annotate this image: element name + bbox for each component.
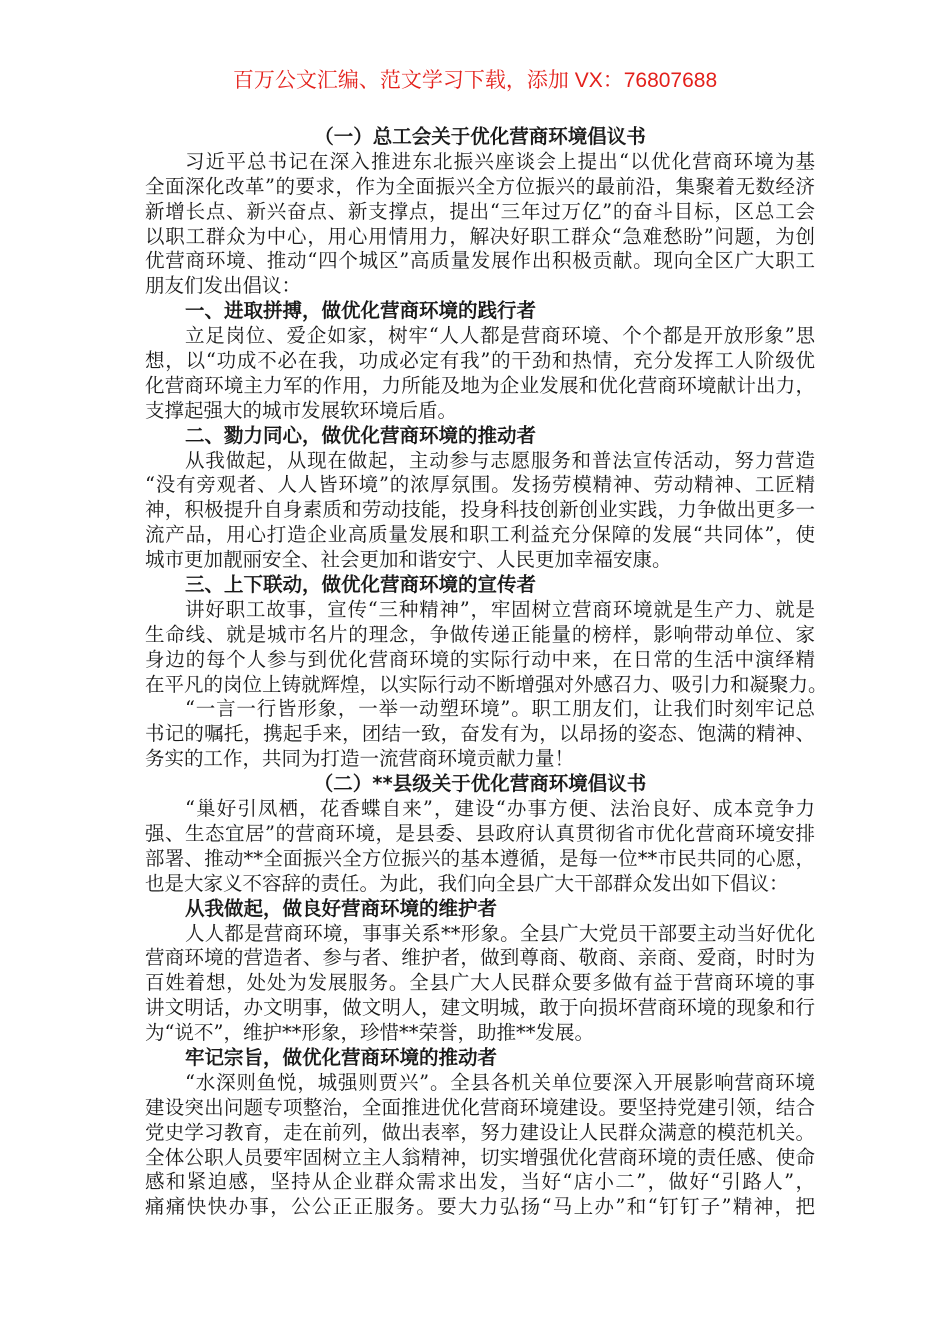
paragraph-line: 身边的每个人参与到优化营商环境的实际行动中来，在日常的生活中演绎精 xyxy=(145,647,815,671)
paragraph-line: 化营商环境主力军的作用，力所能及地为企业发展和优化营商环境献计出力， xyxy=(145,373,815,397)
paragraph-line: 痛痛快快办事，公公正正服务。要大力弘扬“马上办”和“钉钉子”精神，把 xyxy=(145,1195,815,1219)
paragraph-line: “巢好引凤栖，花香蝶自来”，建设“办事方便、法治良好、成本竞争力 xyxy=(185,797,815,821)
paragraph-line: 以职工群众为中心，用心用情用力，解决好职工群众“急难愁盼”问题，为创 xyxy=(145,224,815,248)
paragraph-line: 神，积极提升自身素质和劳动技能，投身科技创新创业实践，力争做出更多一 xyxy=(145,498,815,522)
paragraph-line: 百姓着想，处处为发展服务。全县广大人民群众要多做有益于营商环境的事 xyxy=(145,971,815,995)
paragraph-line: 流产品，用心打造企业高质量发展和职工利益充分保障的发展“共同体”，使 xyxy=(145,523,815,547)
paragraph-line: 部署、推动**全面振兴全方位振兴的基本遵循，是每一位**市民共同的心愿， xyxy=(145,846,815,870)
subheading: 三、上下联动，做优化营商环境的宣传者 xyxy=(185,573,537,597)
subheading: 一、进取拼搏，做优化营商环境的践行者 xyxy=(185,299,537,323)
paragraph-line: 支撑起强大的城市发展软环境后盾。 xyxy=(145,398,458,422)
section-title: （二）**县级关于优化营商环境倡议书 xyxy=(313,772,647,796)
subheading: 二、勠力同心，做优化营商环境的推动者 xyxy=(185,423,537,447)
paragraph-line: 建设突出问题专项整治，全面推进优化营商环境建设。要坚持党建引领，结合 xyxy=(145,1095,815,1119)
paragraph-line: 讲好职工故事，宣传“三种精神”，牢固树立营商环境就是生产力、就是 xyxy=(185,597,815,621)
paragraph-line: 全面深化改革”的要求，作为全面振兴全方位振兴的最前沿，集聚着无数经济 xyxy=(145,174,815,198)
watermark-banner: 百万公文汇编、范文学习下载，添加 VX：76807688 xyxy=(232,69,718,92)
paragraph-line: 习近平总书记在深入推进东北振兴座谈会上提出“以优化营商环境为基 xyxy=(185,149,815,173)
section-title: （一）总工会关于优化营商环境倡议书 xyxy=(314,125,646,148)
subheading: 从我做起，做良好营商环境的维护者 xyxy=(185,896,498,920)
paragraph-line: 务实的工作，共同为打造一流营商环境贡献力量！ xyxy=(145,747,575,771)
subheading: 牢记宗旨，做优化营商环境的推动者 xyxy=(185,1045,498,1069)
paragraph-line: 从我做起，从现在做起，主动参与志愿服务和普法宣传活动，努力营造 xyxy=(185,448,815,472)
paragraph-line: 立足岗位、爱企如家，树牢“人人都是营商环境、个个都是开放形象”思 xyxy=(185,324,815,348)
paragraph-line: 营商环境的营造者、参与者、维护者，做到尊商、敬商、亲商、爱商，时时为 xyxy=(145,946,815,970)
document-body xyxy=(145,125,828,1220)
paragraph-line: 全体公职人员要牢固树立主人翁精神，切实增强优化营商环境的责任感、使命 xyxy=(145,1145,815,1169)
paragraph-line: 城市更加靓丽安全、社会更加和谐安宁、人民更加幸福安康。 xyxy=(145,548,672,572)
paragraph-line: “一言一行皆形象，一举一动塑环境”。职工朋友们，让我们时刻牢记总 xyxy=(185,697,815,721)
paragraph-line: 书记的嘱托，携起手来，团结一致，奋发有为，以昂扬的姿态、饱满的精神、 xyxy=(145,722,815,746)
paragraph-line: 感和紧迫感，坚持从企业群众需求出发，当好“店小二”，做好“引路人”， xyxy=(145,1170,815,1194)
paragraph-line: 朋友们发出倡议： xyxy=(145,274,302,298)
paragraph-line: 讲文明话，办文明事，做文明人，建文明城，敢于向损坏营商环境的现象和行 xyxy=(145,996,815,1020)
paragraph-line: 也是大家义不容辞的责任。为此，我们向全县广大干部群众发出如下倡议： xyxy=(145,871,789,895)
paragraph-line: 生命线、就是城市名片的理念，争做传递正能量的榜样，影响带动单位、家 xyxy=(145,622,815,646)
paragraph-line: 新增长点、新兴奋点、新支撑点，提出“三年过万亿”的奋斗目标，区总工会 xyxy=(145,199,815,223)
paragraph-line: 在平凡的岗位上铸就辉煌，以实际行动不断增强对外感召力、吸引力和凝聚力。 xyxy=(145,672,828,696)
paragraph-line: 想，以“功成不必在我，功成必定有我”的干劲和热情，充分发挥工人阶级优 xyxy=(145,349,815,373)
paragraph-line: “水深则鱼悦，城强则贾兴”。全县各机关单位要深入开展影响营商环境 xyxy=(185,1070,815,1094)
paragraph-line: 为“说不”，维护**形象，珍惜**荣誉，助推**发展。 xyxy=(145,1021,594,1045)
paragraph-line: “没有旁观者、人人皆环境”的浓厚氛围。发扬劳模精神、劳动精神、工匠精 xyxy=(145,473,815,497)
paragraph-line: 党史学习教育，走在前列，做出表率，努力建设让人民群众满意的模范机关。 xyxy=(145,1120,815,1144)
paragraph-line: 优营商环境、推动“四个城区”高质量发展作出积极贡献。现向全区广大职工 xyxy=(145,249,815,273)
paragraph-line: 人人都是营商环境，事事关系**形象。全县广大党员干部要主动当好优化 xyxy=(185,921,815,945)
paragraph-line: 强、生态宜居”的营商环境，是县委、县政府认真贯彻省市优化营商环境安排 xyxy=(145,821,815,845)
